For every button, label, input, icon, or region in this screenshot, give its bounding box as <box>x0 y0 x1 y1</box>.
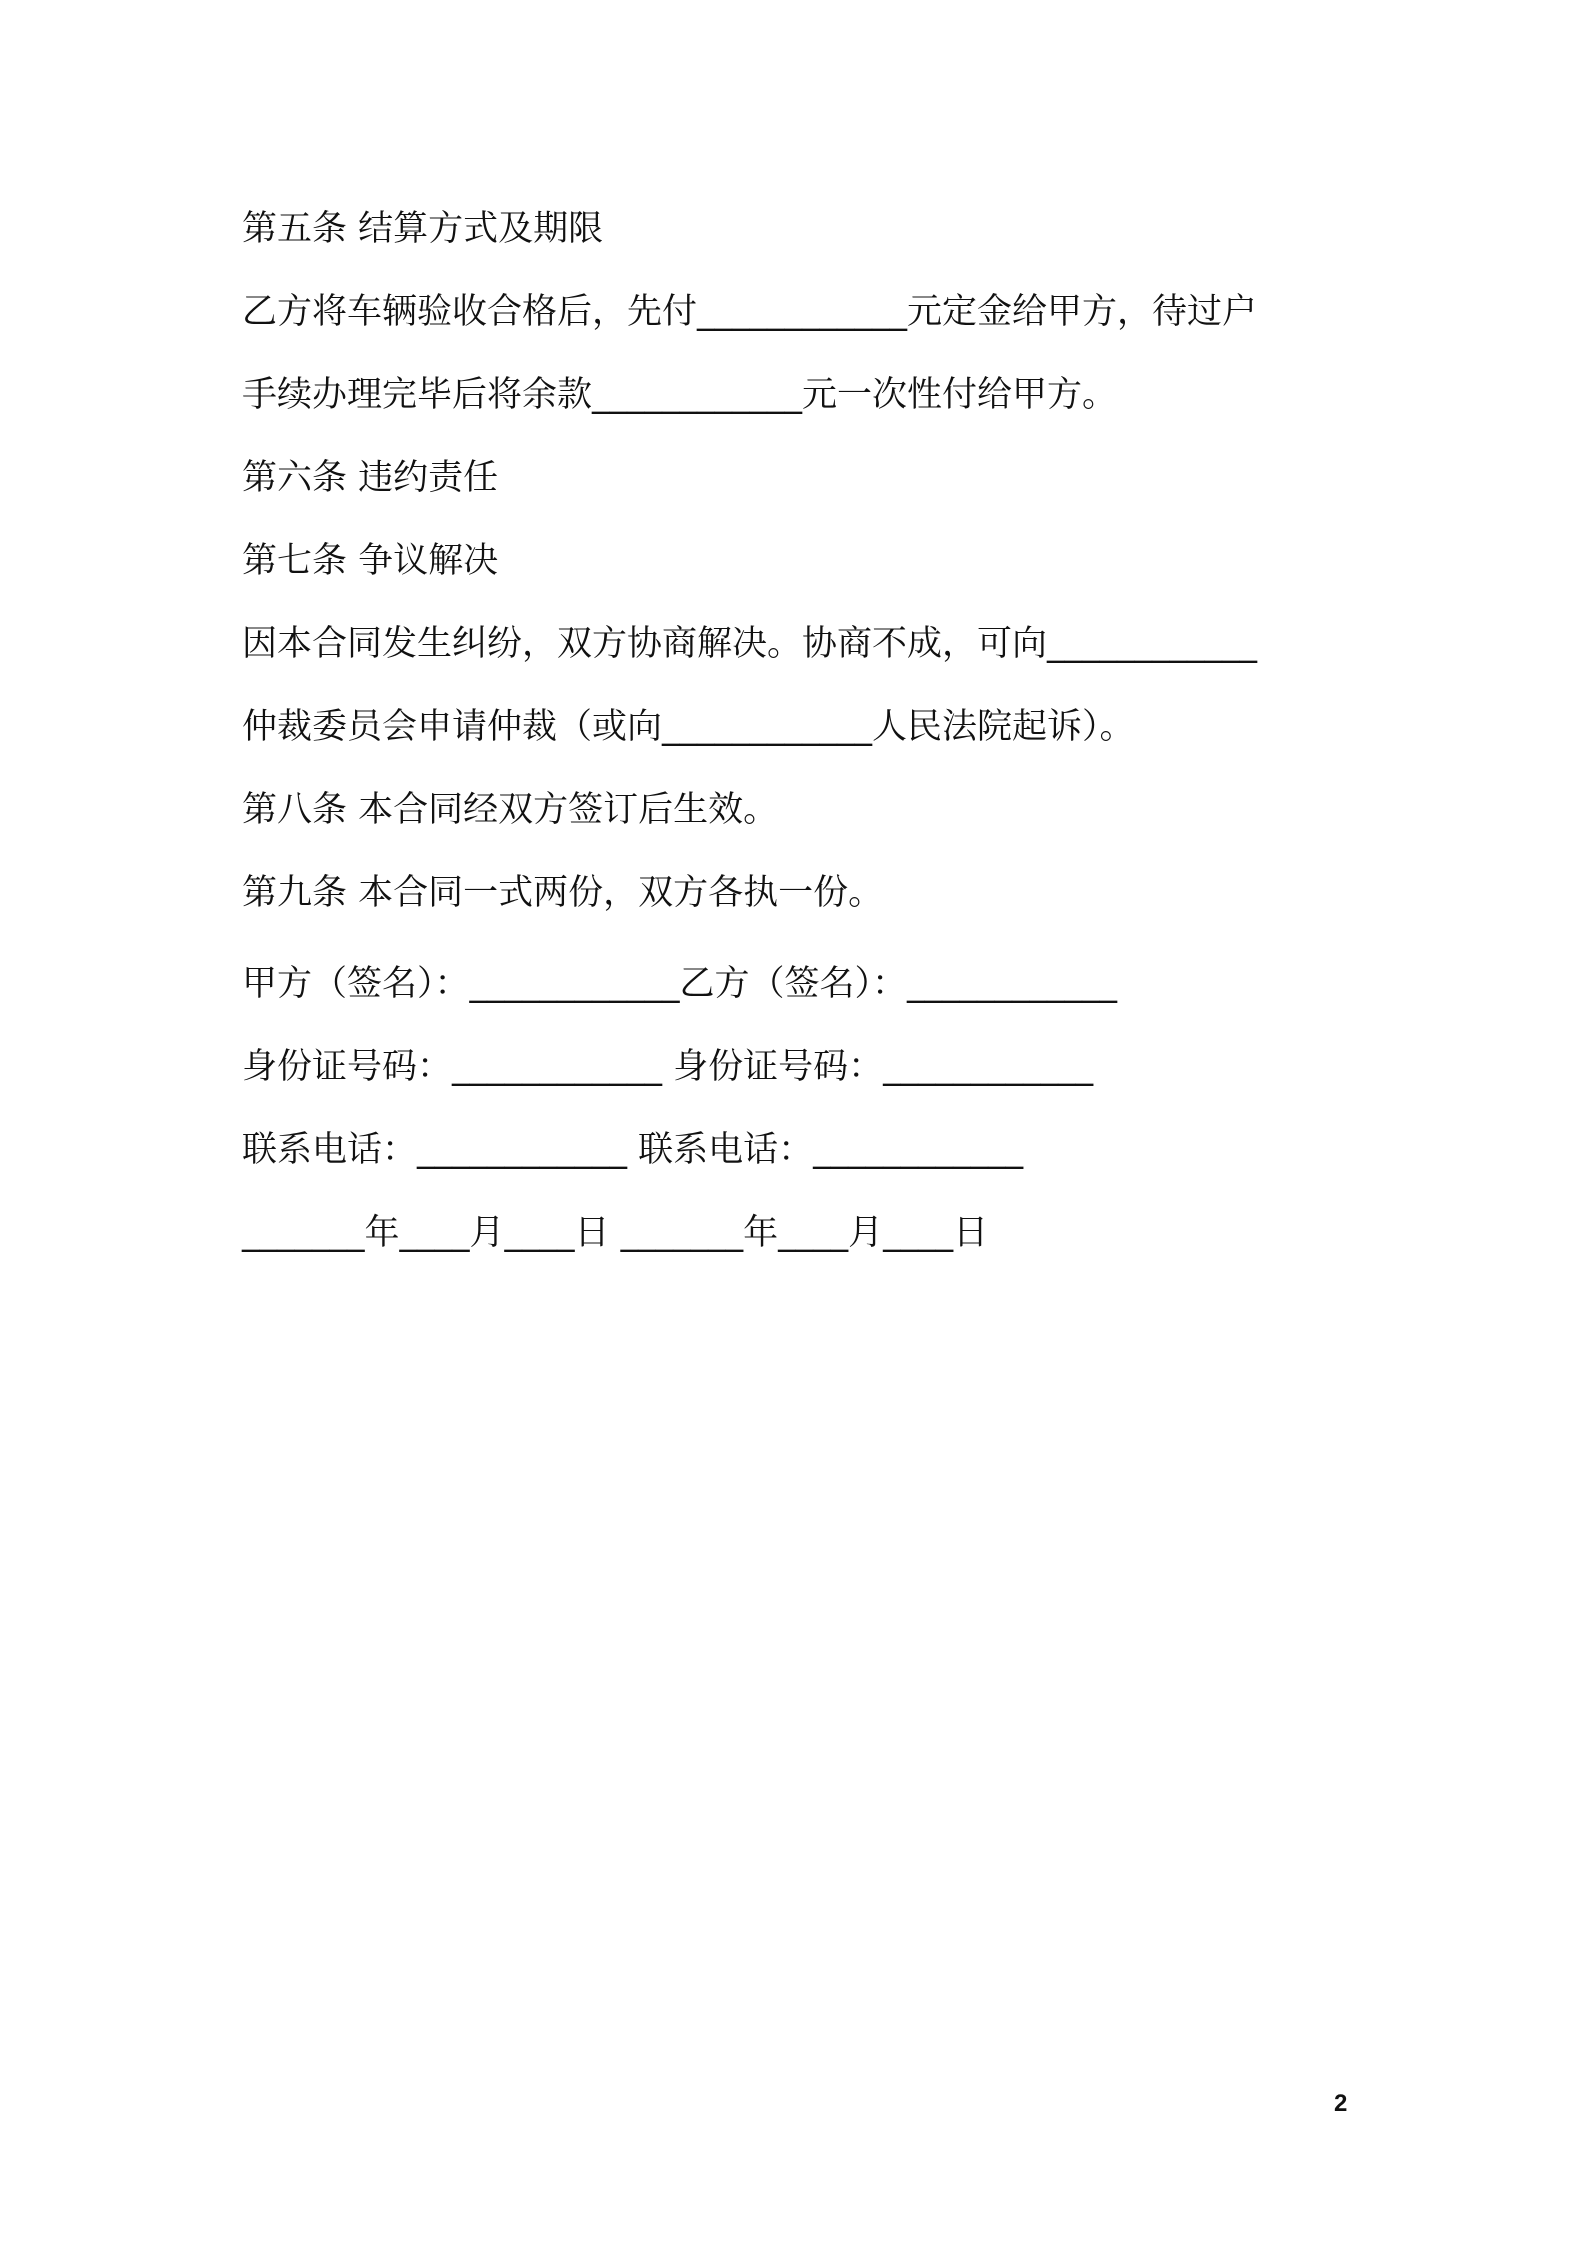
article-6-heading: 第六条 违约责任 <box>242 458 499 498</box>
page-number: 2 <box>1334 2090 1348 2117</box>
article-7-heading: 第七条 争议解决 <box>242 541 499 581</box>
article-8-text: 第八条 本合同经双方签订后生效。 <box>242 790 779 830</box>
id-number-line: 身份证号码：____________ 身份证号码：____________ <box>242 1047 1094 1087</box>
article-7-text-line-1: 因本合同发生纠纷，双方协商解决。协商不成，可向____________ <box>242 624 1258 664</box>
phone-line: 联系电话：____________ 联系电话：____________ <box>242 1130 1024 1170</box>
article-5-text-line-1: 乙方将车辆验收合格后，先付____________元定金给甲方，待过户 <box>242 292 1258 332</box>
article-5-heading: 第五条 结算方式及期限 <box>242 209 604 249</box>
article-9-text: 第九条 本合同一式两份，双方各执一份。 <box>242 873 884 913</box>
article-7-text-line-2: 仲裁委员会申请仲裁（或向____________人民法院起诉）。 <box>242 707 1135 747</box>
article-5-text-line-2: 手续办理完毕后将余款____________元一次性付给甲方。 <box>242 375 1118 415</box>
date-line: _______年____月____日 _______年____月____日 <box>242 1213 989 1253</box>
signature-line: 甲方（签名）：____________乙方（签名）：____________ <box>242 964 1118 1004</box>
